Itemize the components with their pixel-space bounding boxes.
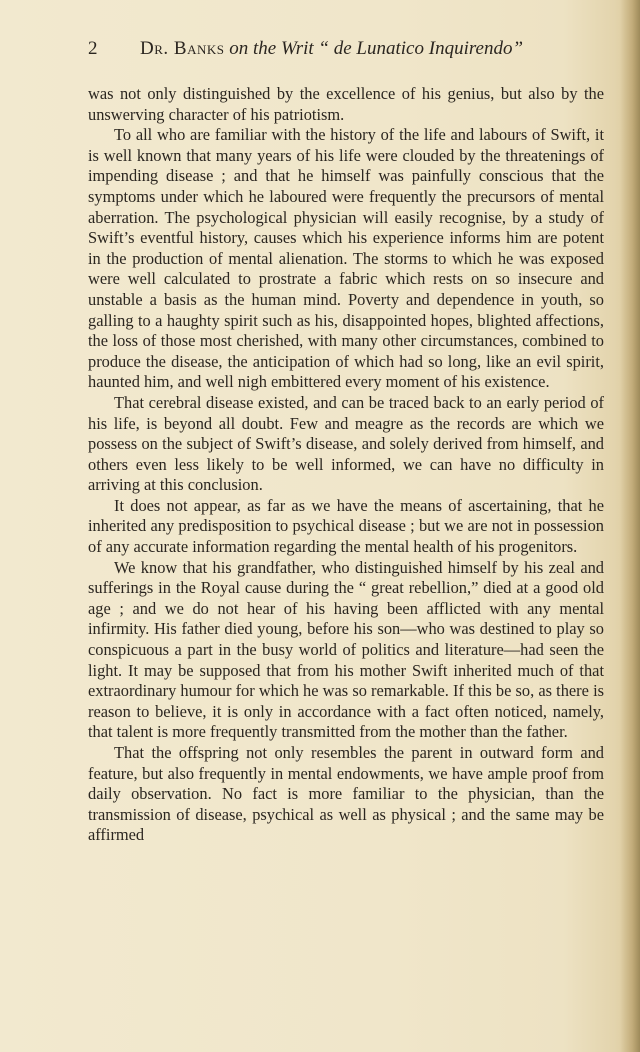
header-quote-open: “	[313, 38, 334, 59]
running-head-title	[140, 38, 523, 60]
paragraph: That the offspring not only resembles the parent in outward form and feature, but also frequently in mental endowments, we have ample proof from daily observation. No fact is more familiar to the physician, than the transmission of disease, psychical as well as physical ; and the same may be affirmed	[88, 743, 604, 845]
header-middle: on the	[224, 38, 281, 59]
header-writ: Writ	[280, 38, 314, 59]
header-author: Dr. Banks	[140, 38, 225, 59]
paragraph: That cerebral disease existed, and can be traced back to an early period of his life, is beyond all doubt. Few and meagre as the records are which we possess on the subject of Swift’s disease, and solely derived from himself, and others even less likely to be well informed, we can have no difficulty in arriving at this conclusion.	[88, 392, 604, 495]
header-title: de Lunatico Inquirendo	[333, 38, 513, 59]
running-header	[88, 38, 608, 68]
page-number: 2	[88, 38, 98, 59]
paragraph: To all who are familiar with the history of the life and labours of Swift, it is well known that many years of his life were clouded by the threatenings of impending disease ; and that he himself was painfully conscious that the symptoms under which he laboured were frequently the precursors of mental aberration. The psychological physician will easily recognise, by a study of Swift’s eventful history, causes which his experience informs him are potent in the production of mental alienation. The storms to which he was exposed were well calculated to prostrate a fabric which rests on so insecure and unstable a basis as the human mind. Poverty and dependence in youth, so galling to a haughty spirit such as his, disappointed hopes, blighted affections, the loss of those most cherished, with many other circumstances, combined to produce the disease, the anticipation of which had so long, like an evil spirit, haunted him, and well nigh embittered every moment of his existence.	[88, 125, 604, 392]
paragraph: was not only distinguished by the excellence of his genius, but also by the unswerving character of his patriotism.	[88, 84, 604, 124]
paragraph: It does not appear, as far as we have the means of ascertaining, that he inherited any predisposition to psychical disease ; but we are not in possession of any accurate information regarding the mental health of his progenitors.	[88, 495, 604, 557]
paragraph: We know that his grandfather, who distinguished himself by his zeal and sufferings in the Royal cause during the “ great rebellion,” died at a good old age ; and we do not hear of his having been afflicted with any mental infirmity. His father died young, before his son—who was destined to play so conspicuous a part in the busy world of politics and literature—had seen the light. It may be supposed that from his mother Swift inherited much of that extraordinary humour for which he was so remarkable. If this be so, as there is reason to believe, it is only in accordance with a fact often noticed, namely, that talent is more frequently transmitted from the mother than the father.	[88, 557, 604, 742]
page-edge-shadow	[620, 0, 640, 1052]
body-text	[88, 84, 604, 846]
header-quote-close: ”	[512, 38, 524, 59]
